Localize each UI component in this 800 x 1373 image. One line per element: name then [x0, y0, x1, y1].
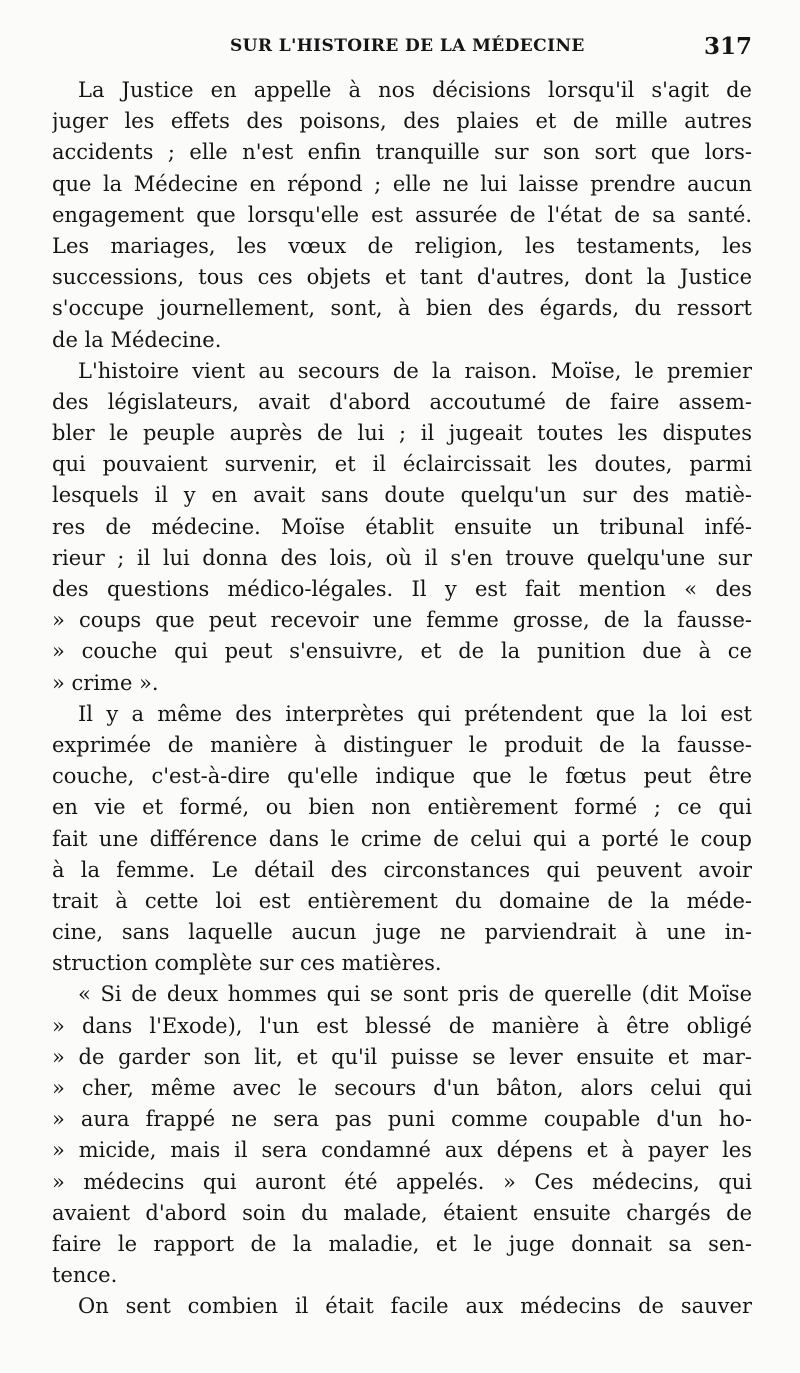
text-line: juger les effets des poisons, des plaies et de mille autres: [52, 109, 752, 134]
text-line: tence.: [52, 1263, 118, 1288]
text-line: Les mariages, les vœux de religion, les testaments, les: [52, 233, 752, 258]
text-line: « Si de deux hommes qui se sont pris de querelle (dit Moïse: [78, 982, 752, 1007]
text-line: des législateurs, avait d'abord accoutumé de faire assem-: [52, 389, 752, 414]
text-line: fait une différence dans le crime de celui qui a porté le coup: [52, 826, 752, 851]
text-line: » crime ».: [52, 670, 159, 695]
text-line: lesquels il y en avait sans doute quelqu'un sur des matiè-: [52, 483, 752, 508]
page-number: 317: [703, 33, 752, 60]
page-header: [52, 33, 752, 70]
text-line: » coups que peut recevoir une femme grosse, de la fausse-: [52, 608, 752, 633]
text-line: de la Médecine.: [52, 327, 222, 352]
text-line: successions, tous ces objets et tant d'autres, dont la Justice: [52, 265, 752, 290]
text-line: engagement que lorsqu'elle est assurée de l'état de sa santé.: [52, 202, 752, 227]
text-line: » de garder son lit, et qu'il puisse se lever ensuite et mar-: [52, 1044, 752, 1069]
text-line: que la Médecine en répond ; elle ne lui laisse prendre aucun: [52, 171, 752, 196]
text-line: des questions médico-légales. Il y est fait mention « des: [52, 577, 752, 601]
text-line: » médecins qui auront été appelés. » Ces médecins, qui: [52, 1169, 752, 1194]
text-line: res de médecine. Moïse établit ensuite un tribunal infé-: [52, 514, 752, 539]
text-line: s'occupe journellement, sont, à bien des égards, du ressort: [52, 296, 752, 321]
text-line: à la femme. Le détail des circonstances qui peuvent avoir: [52, 857, 752, 882]
text-line: qui pouvaient survenir, et il éclaircissait les doutes, parmi: [52, 452, 752, 477]
text-line: en vie et formé, ou bien non entièrement formé ; ce qui: [52, 795, 752, 820]
text-line: rieur ; il lui donna des lois, où il s'en trouve quelqu'une sur: [52, 545, 752, 570]
text-line: accidents ; elle n'est enfin tranquille sur son sort que lors-: [52, 140, 752, 165]
text-line: couche, c'est-à-dire qu'elle indique que le fœtus peut être: [52, 764, 752, 789]
text-line: » dans l'Exode), l'un est blessé de manière à être obligé: [52, 1013, 752, 1038]
text-line: bler le peuple auprès de lui ; il jugeait toutes les disputes: [52, 421, 752, 446]
body-text: [52, 75, 752, 1323]
text-line: » couche qui peut s'ensuivre, et de la punition due à ce: [52, 639, 752, 664]
text-line: L'histoire vient au secours de la raison. Moïse, le premier: [78, 358, 752, 383]
running-title: SUR L'HISTOIRE DE LA MÉDECINE: [230, 36, 585, 56]
text-line: » cher, même avec le secours d'un bâton, alors celui qui: [52, 1076, 752, 1100]
text-line: struction complète sur ces matières.: [52, 951, 442, 976]
text-line: On sent combien il était facile aux médecins de sauver: [78, 1294, 752, 1319]
text-line: » micide, mais il sera condamné aux dépens et à payer les: [52, 1138, 752, 1163]
text-line: trait à cette loi est entièrement du domaine de la méde-: [52, 888, 752, 913]
text-line: La Justice en appelle à nos décisions lorsqu'il s'agit de: [78, 78, 752, 102]
text-line: cine, sans laquelle aucun juge ne parviendrait à une in-: [52, 920, 752, 945]
text-line: Il y a même des interprètes qui prétendent que la loi est: [78, 701, 752, 726]
text-line: faire le rapport de la maladie, et le juge donnait sa sen-: [52, 1231, 752, 1256]
text-line: » aura frappé ne sera pas puni comme coupable d'un ho-: [52, 1107, 752, 1132]
text-line: exprimée de manière à distinguer le produit de la fausse-: [52, 732, 752, 757]
text-line: avaient d'abord soin du malade, étaient ensuite chargés de: [52, 1200, 752, 1225]
